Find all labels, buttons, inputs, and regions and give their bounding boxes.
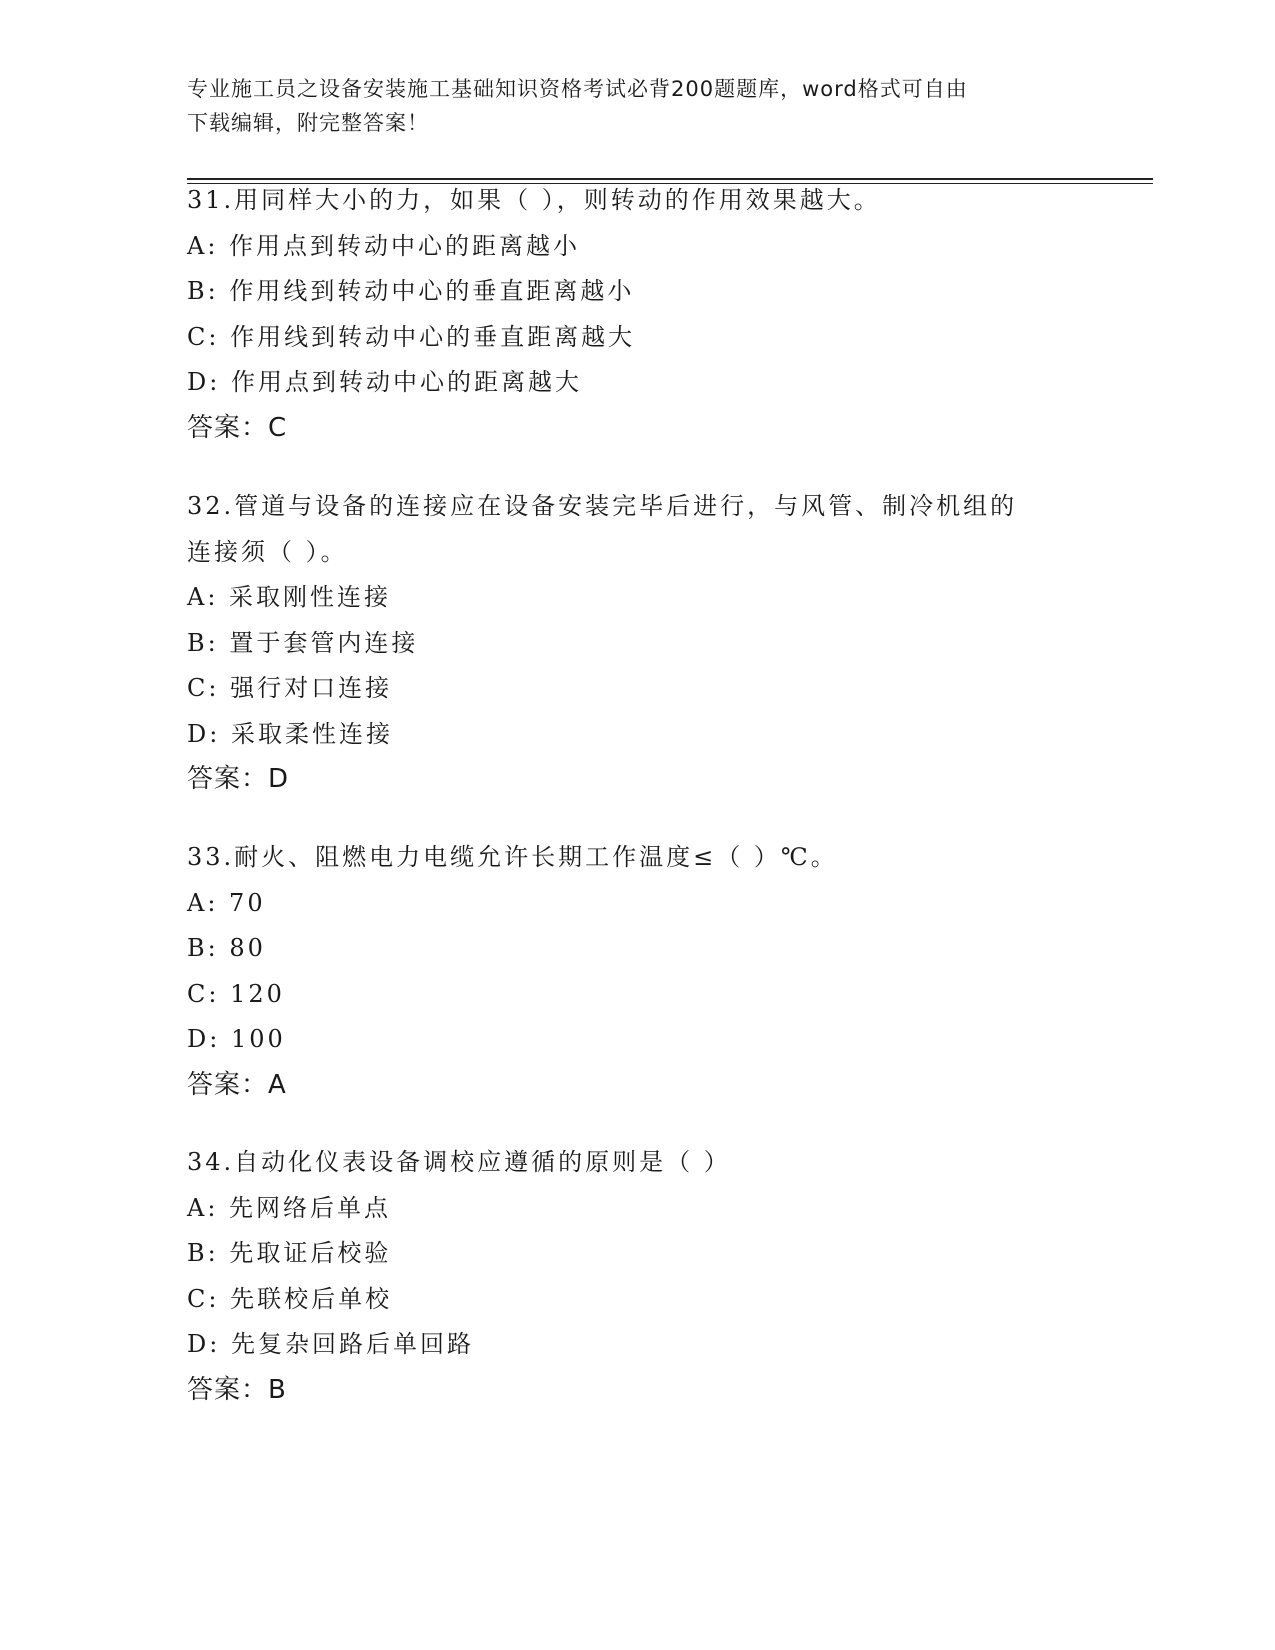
question-33 (187, 835, 1087, 1108)
option-a: A: 先网络后单点 (187, 1193, 392, 1222)
question-stem-continuation: 连接须（ ）。 (187, 537, 348, 566)
header-line: 下载编辑，附完整答案！ (187, 111, 429, 135)
option-d: D: 先复杂回路后单回路 (187, 1330, 474, 1358)
question-stem: 32.管道与设备的连接应在设备安装完毕后进行，与风管、制冷机组的 (187, 492, 1018, 520)
option-c: C: 强行对口连接 (187, 674, 393, 702)
option-d: D: 作用点到转动中心的距离越大 (187, 368, 582, 396)
answer: 答案：C (187, 412, 288, 443)
option-d: D: 100 (187, 1025, 286, 1053)
answer: 答案：B (187, 1374, 287, 1405)
document-header (187, 72, 1087, 140)
header-line: 专业施工员之设备安装施工基础知识资格考试必背200题题库，word格式可自由 (187, 77, 968, 101)
question-stem: 31.用同样大小的力，如果（ ），则转动的作用效果越大。 (187, 186, 881, 214)
question-31 (187, 178, 1087, 451)
option-a: A: 采取刚性连接 (187, 583, 392, 611)
option-b: B: 80 (187, 934, 266, 962)
question-34 (187, 1140, 1087, 1413)
option-b: B: 作用线到转动中心的垂直距离越小 (187, 277, 635, 305)
option-a: A: 70 (187, 888, 266, 917)
answer: 答案：A (187, 1069, 287, 1100)
question-stem: 33.耐火、阻燃电力电缆允许长期工作温度≤（ ）℃。 (187, 843, 838, 871)
option-c: C: 120 (187, 979, 285, 1008)
answer: 答案：D (187, 764, 290, 794)
option-a: A: 作用点到转动中心的距离越小 (187, 231, 581, 260)
option-d: D: 采取柔性连接 (187, 719, 393, 748)
question-stem: 34.自动化仪表设备调校应遵循的原则是（ ） (187, 1148, 731, 1176)
option-b: B: 先取证后校验 (187, 1239, 392, 1267)
option-c: C: 先联校后单校 (187, 1284, 393, 1313)
option-c: C: 作用线到转动中心的垂直距离越大 (187, 322, 636, 351)
question-32 (187, 484, 1087, 803)
option-b: B: 置于套管内连接 (187, 628, 419, 657)
